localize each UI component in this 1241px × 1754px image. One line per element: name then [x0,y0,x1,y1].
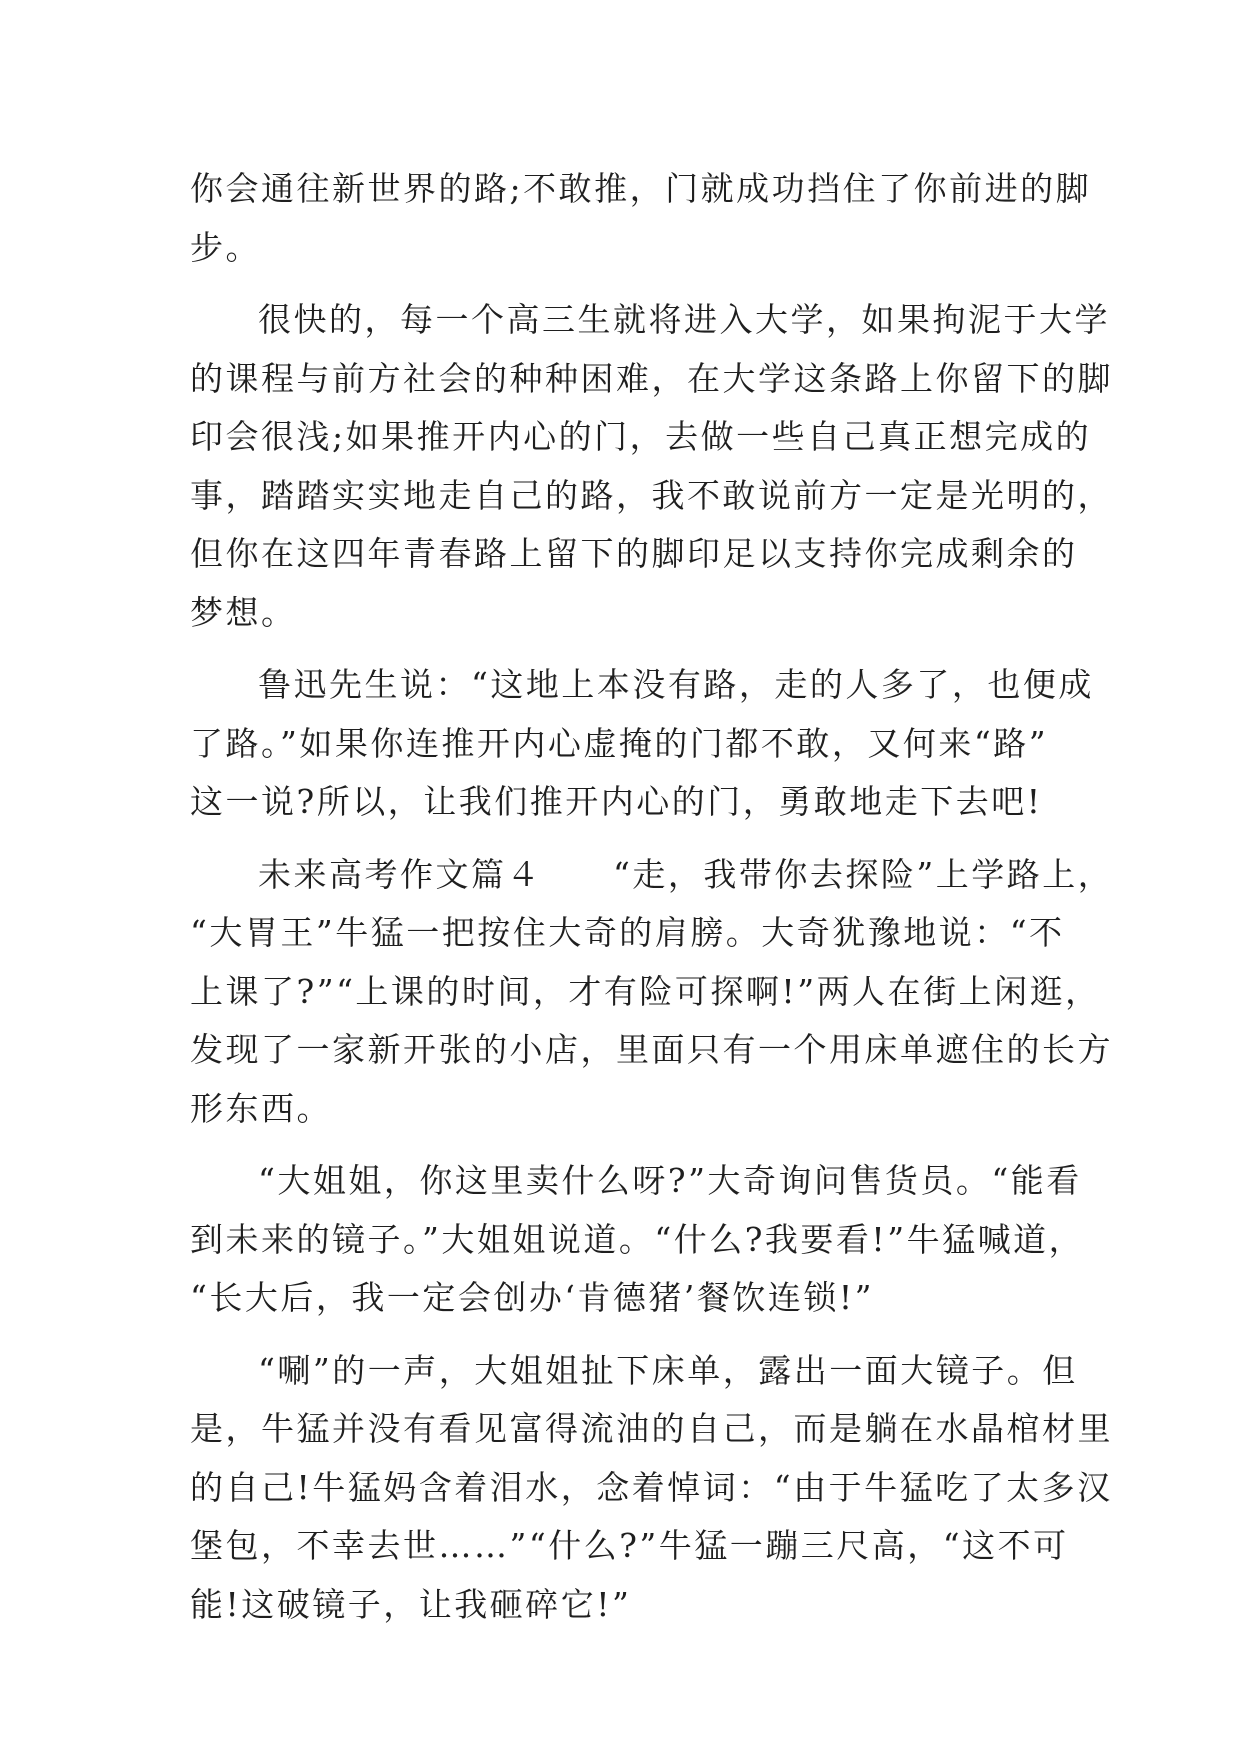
text-line: 但你在这四年青春路上留下的脚印足以支持你完成剩余的 [190,534,1078,573]
text-line: 了路。”如果你连推开内心虚掩的门都不敢，又何来“路” [190,723,1049,763]
text-line: 上课了?”“上课的时间，才有险可探啊!”两人在街上闲逛， [190,971,1101,1011]
paragraph-gap [190,1328,1080,1342]
paragraph-gap [190,277,1080,291]
text-line: 能!这破镜子，让我砸碎它!” [190,1584,632,1624]
text-line: 步。 [190,227,261,267]
paragraph-first-line: 鲁迅先生说：“这地上本没有路，走的人多了，也便成 [258,665,1094,704]
paragraph-gap [190,642,1080,656]
paragraph-first-line: “大姐姐，你这里卖什么呀?”大奇询问售货员。“能看 [258,1161,1082,1200]
text-line: 你会通往新世界的路;不敢推，门就成功挡住了你前进的脚 [190,169,1092,208]
text-line: 这一说?所以，让我们推开内心的门，勇敢地走下去吧! [190,782,1043,821]
text-line: 是，牛猛并没有看见富得流油的自己，而是躺在水晶棺材里 [190,1409,1113,1448]
body-text [190,160,1114,1634]
text-line: “长大后，我一定会创办‘肯德猪’餐饮连锁!” [190,1278,874,1317]
text-line: 的课程与前方社会的种种困难，在大学这条路上你留下的脚 [190,358,1113,398]
text-line: 的自己!牛猛妈含着泪水，念着悼词：“由于牛猛吃了太多汉 [190,1467,1113,1507]
paragraph-gap [190,832,1080,846]
paragraph-first-line: 未来高考作文篇４ “走，我带你去探险”上学路上， [258,854,1114,894]
text-line: 到未来的镜子。”大姐姐说道。“什么?我要看!”牛猛喊道， [190,1219,1085,1259]
text-line: 发现了一家新开张的小店，里面只有一个用床单遮住的长方 [190,1030,1113,1069]
text-line: 事，踏踏实实地走自己的路，我不敢说前方一定是光明的， [190,475,1113,515]
text-line: 形东西。 [190,1088,332,1128]
text-line: 印会很浅;如果推开内心的门，去做一些自己真正想完成的 [190,417,1092,456]
paragraph-gap [190,1138,1080,1152]
paragraph-first-line: “唰”的一声，大姐姐扯下床单，露出一面大镜子。但 [258,1350,1078,1390]
text-line: “大胃王”牛猛一把按住大奇的肩膀。大奇犹豫地说：“不 [190,913,1065,952]
text-line: 堡包，不幸去世……”“什么?”牛猛一蹦三尺高，“这不可 [190,1526,1069,1565]
paragraph-first-line: 很快的，每一个高三生就将进入大学，如果拘泥于大学 [258,300,1110,339]
text-line: 梦想。 [190,592,297,632]
